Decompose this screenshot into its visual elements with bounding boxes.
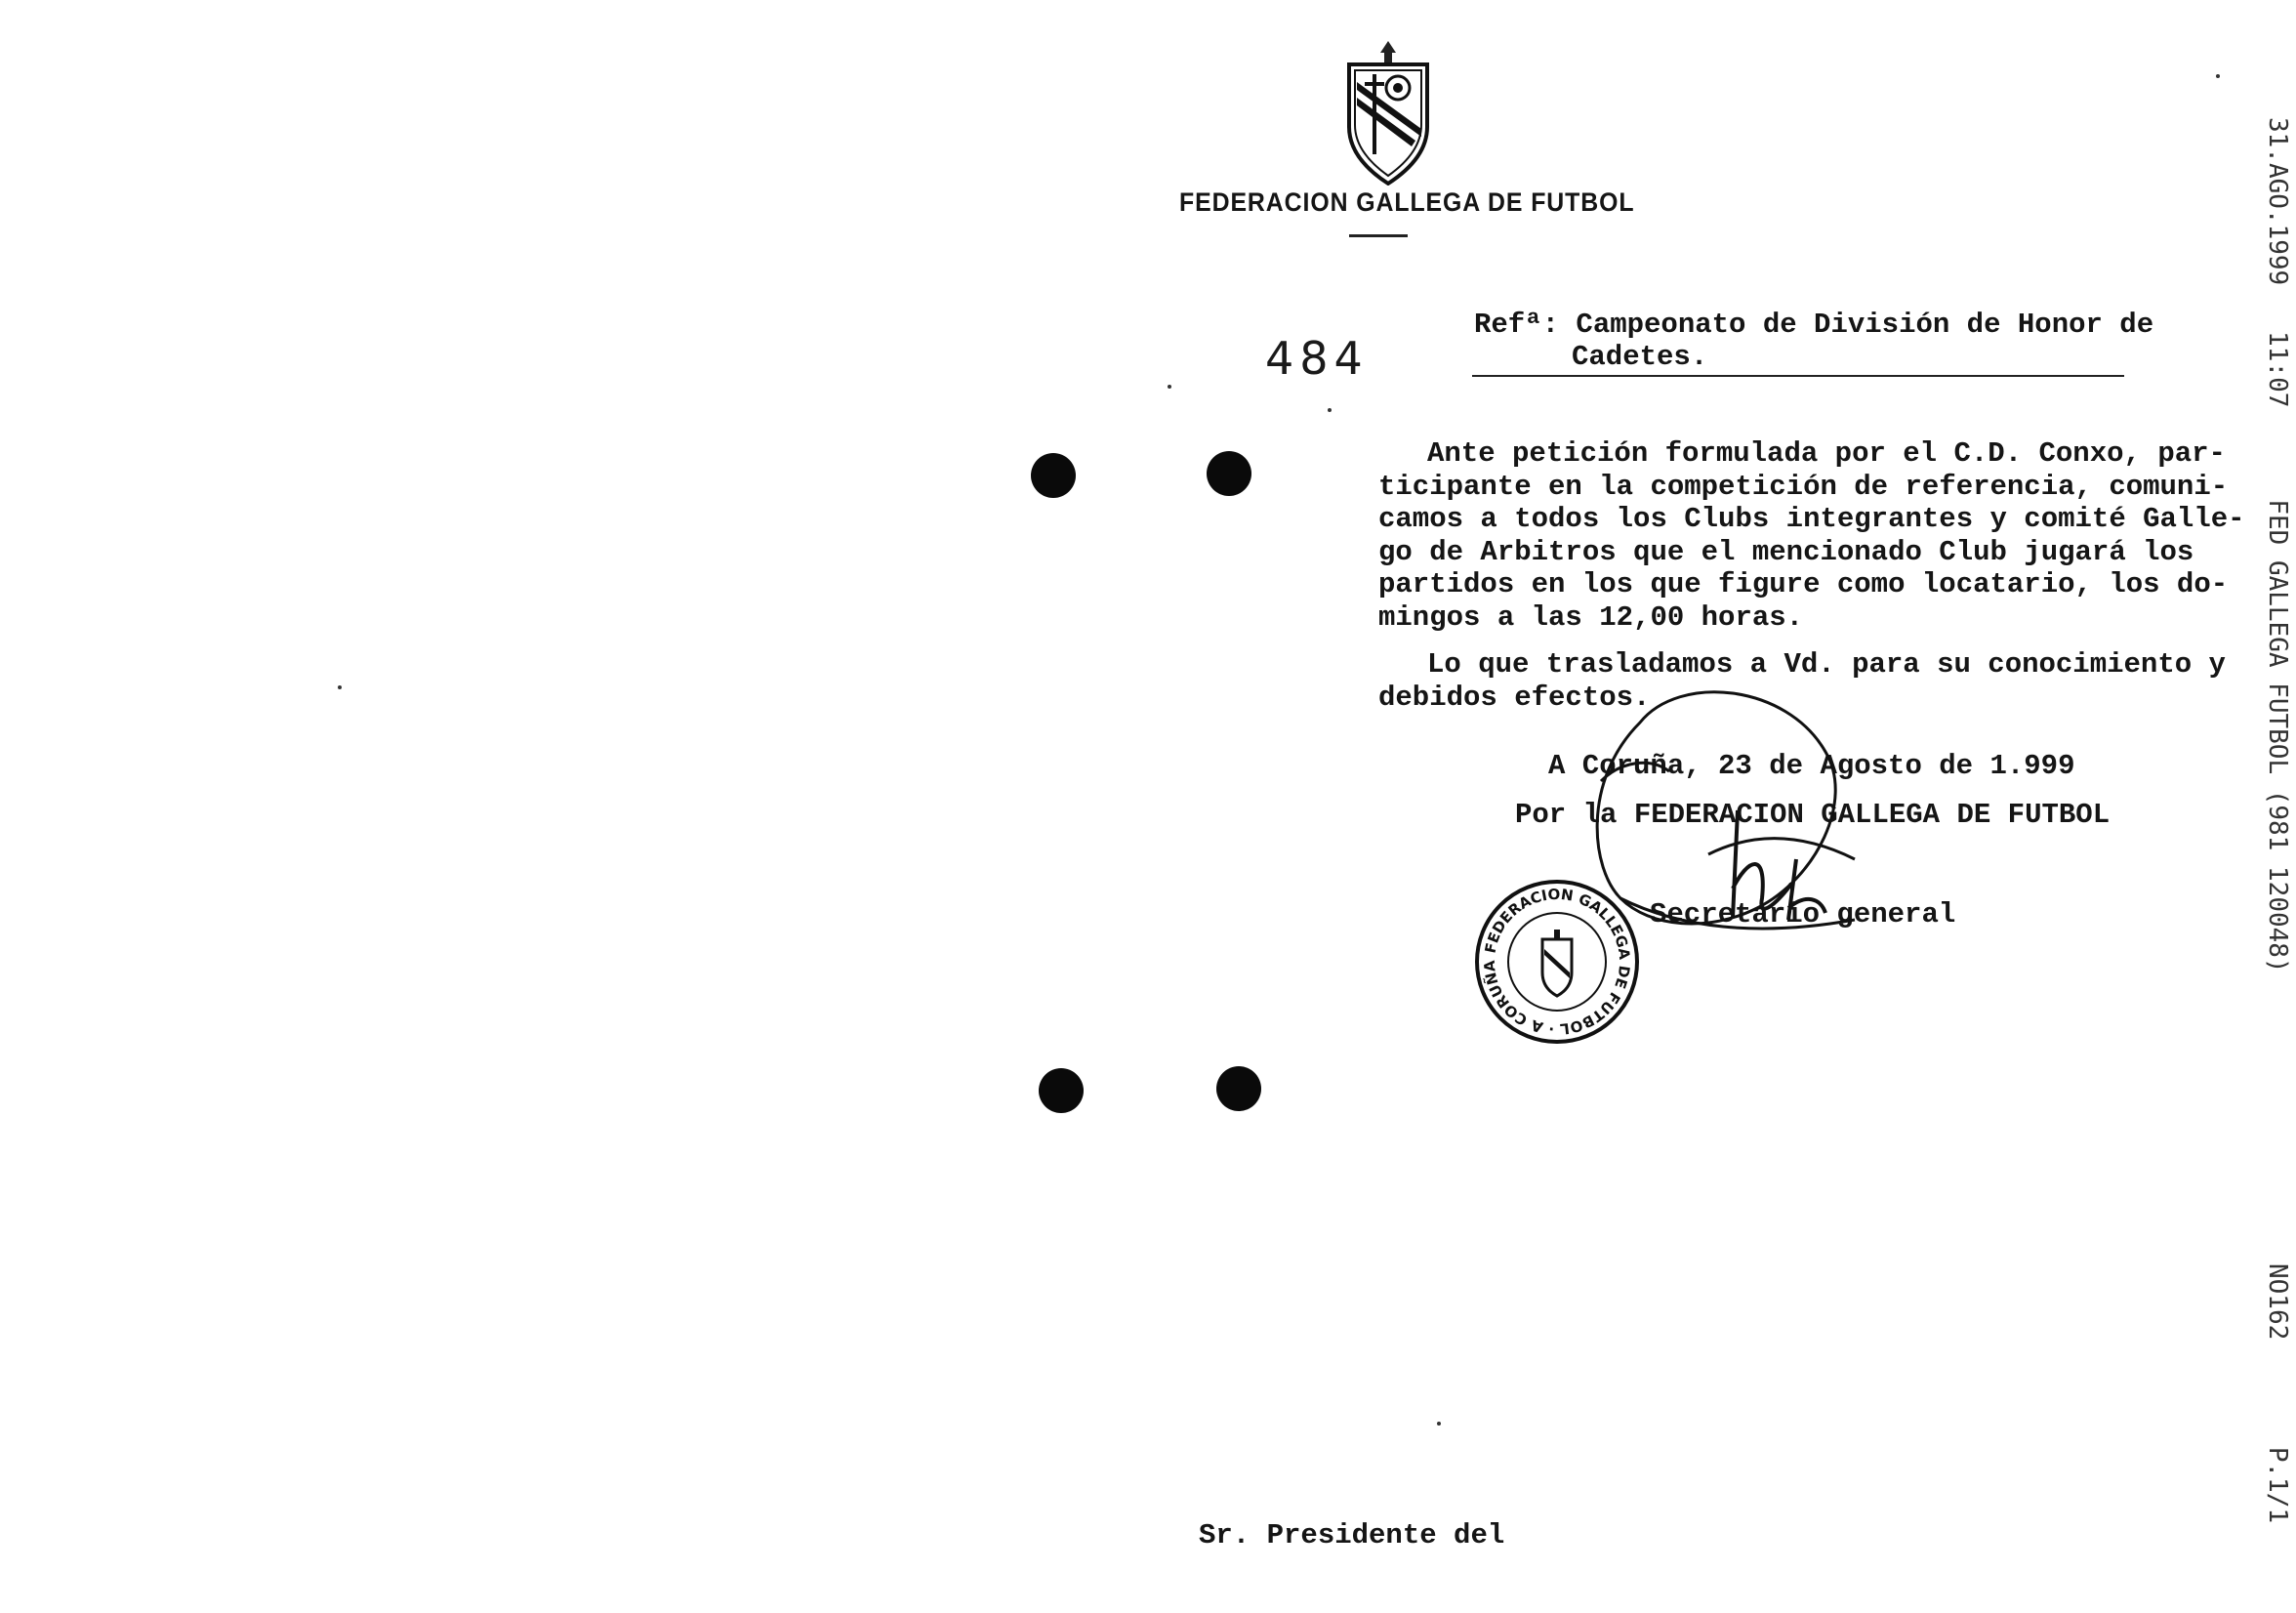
body-line: debidos efectos. bbox=[1378, 681, 1651, 714]
federation-crest-icon bbox=[1343, 39, 1433, 186]
letterhead-org-name: FEDERACION GALLEGA DE FUTBOL bbox=[1179, 187, 1635, 217]
handwritten-number: 484 bbox=[1265, 332, 1369, 385]
reference-label: Refª: Campeonato de División de Honor de bbox=[1474, 309, 2154, 341]
scan-speck bbox=[1168, 385, 1171, 389]
body-line: Lo que trasladamos a Vd. para su conocimiento y bbox=[1427, 648, 2226, 681]
body-line: camos a todos los Clubs integrantes y comité Galle- bbox=[1378, 503, 2245, 535]
fax-transmission-header bbox=[2245, 117, 2296, 1524]
signature-by-line: Por la FEDERACION GALLEGA DE FUTBOL bbox=[1515, 799, 2111, 831]
scan-speck bbox=[1328, 408, 1332, 412]
scan-speck bbox=[2216, 74, 2220, 78]
punch-hole bbox=[1207, 451, 1251, 496]
reference-continuation: Cadetes. bbox=[1572, 341, 1708, 373]
punch-hole bbox=[1039, 1068, 1084, 1113]
body-line: ticipante en la competición de referencia, comuni- bbox=[1378, 470, 2229, 503]
scan-speck bbox=[1437, 1422, 1441, 1426]
stamp-text: FEDERACION GALLEGA DE FUTBOL · A CORUÑA bbox=[1480, 885, 1634, 1039]
body-paragraph-1 bbox=[1378, 437, 2245, 634]
fax-header-text: 31.AGO.1999 11:07 FED GALLEGA FUTBOL (981 120048) NO162 P.1/1 bbox=[2263, 117, 2292, 1524]
punch-hole bbox=[1031, 453, 1076, 498]
reference-block bbox=[1474, 309, 2154, 373]
place-and-date: A Coruña, 23 de Agosto de 1.999 bbox=[1548, 750, 2075, 782]
reference-underline bbox=[1472, 375, 2124, 377]
body-line: partidos en los que figure como locatario, los do- bbox=[1378, 568, 2229, 600]
scan-speck bbox=[338, 685, 342, 689]
punch-hole bbox=[1216, 1066, 1261, 1111]
body-line: Ante petición formulada por el C.D. Conxo, par- bbox=[1427, 437, 2226, 470]
letterhead-divider bbox=[1349, 234, 1408, 237]
body-line: go de Arbitros que el mencionado Club jugará los bbox=[1378, 535, 2194, 568]
body-line: mingos a las 12,00 horas. bbox=[1378, 600, 1804, 634]
federation-stamp bbox=[1474, 879, 1640, 1045]
signer-title: Secretario general bbox=[1650, 898, 1956, 931]
addressee-line: Sr. Presidente del bbox=[1199, 1519, 1505, 1551]
